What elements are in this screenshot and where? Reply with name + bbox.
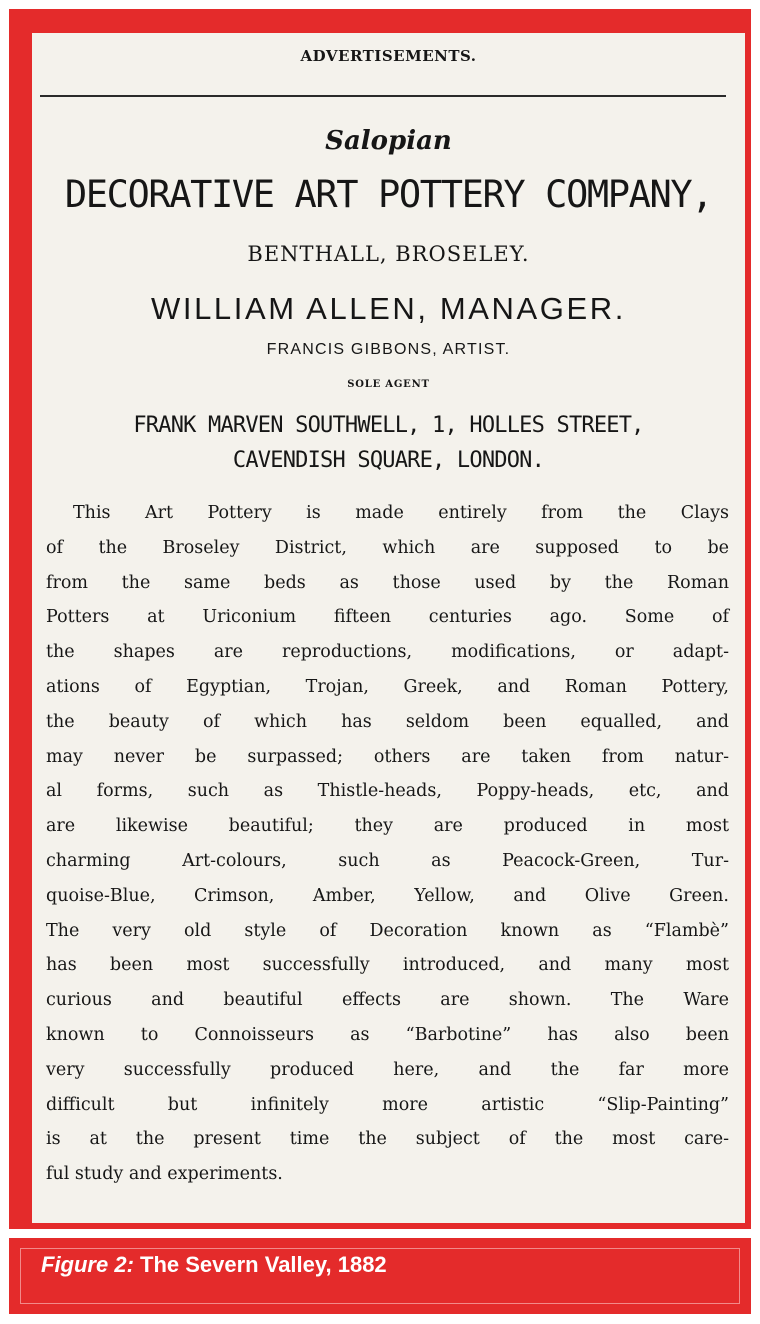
body-line: is at the present time the subject of the most care- — [46, 1129, 729, 1150]
agent-address-line-1: FRANK MARVEN SOUTHWELL, 1, HOLLES STREET, — [133, 413, 644, 438]
caption-bar — [9, 1238, 751, 1314]
figure-caption — [41, 1252, 387, 1278]
page-header: ADVERTISEMENTS. — [300, 47, 477, 65]
advertisement-body — [46, 496, 729, 1192]
body-line: The very old style of Decoration known as “Flambè” — [46, 920, 729, 941]
sole-agent-label: SOLE AGENT — [347, 379, 430, 390]
company-name: DECORATIVE ART POTTERY COMPANY, — [64, 173, 713, 216]
body-line: charming Art-colours, such as Peacock-Green, Tur- — [46, 850, 729, 871]
manager-line: WILLIAM ALLEN, MANAGER. — [151, 291, 626, 326]
company-location: BENTHALL, BROSELEY. — [247, 242, 530, 266]
body-line: This Art Pottery is made entirely from the Clays — [73, 503, 729, 523]
body-line: from the same beds as those used by the Roman — [46, 572, 729, 593]
header-rule — [40, 95, 726, 97]
body-line: very successfully produced here, and the far more — [46, 1059, 729, 1080]
body-line: al forms, such as Thistle-heads, Poppy-heads, etc, and — [46, 781, 729, 802]
body-line: difficult but infinitely more artistic “Slip-Painting” — [46, 1094, 729, 1115]
body-line: ful study and experiments. — [46, 1164, 283, 1185]
body-line: ations of Egyptian, Trojan, Greek, and Roman Pottery, — [46, 676, 729, 697]
body-line: the shapes are reproductions, modifications, or adapt- — [46, 642, 729, 663]
body-line: has been most successfully introduced, and many most — [46, 955, 729, 976]
body-line: of the Broseley District, which are supposed to be — [46, 537, 729, 558]
body-line: quoise-Blue, Crimson, Amber, Yellow, and Olive Green. — [46, 885, 729, 906]
artist-line: FRANCIS GIBBONS, ARTIST. — [266, 341, 511, 358]
body-line: known to Connoisseurs as “Barbotine” has also been — [46, 1024, 729, 1045]
agent-address-line-2: CAVENDISH SQUARE, LONDON. — [232, 448, 545, 473]
caption-label: Figure 2: — [41, 1252, 134, 1277]
body-line: may never be surpassed; others are taken from natur- — [46, 746, 729, 767]
body-line: curious and beautiful effects are shown. The Ware — [46, 990, 729, 1011]
figure-frame — [9, 9, 751, 1229]
script-heading: Salopian — [325, 126, 452, 156]
body-line: Potters at Uriconium fifteen centuries ago. Some of — [46, 607, 729, 628]
body-line: the beauty of which has seldom been equalled, and — [46, 711, 729, 732]
body-line: are likewise beautiful; they are produced in most — [46, 816, 729, 837]
advertisement-page — [32, 33, 745, 1223]
caption-text: The Severn Valley, 1882 — [133, 1252, 387, 1277]
